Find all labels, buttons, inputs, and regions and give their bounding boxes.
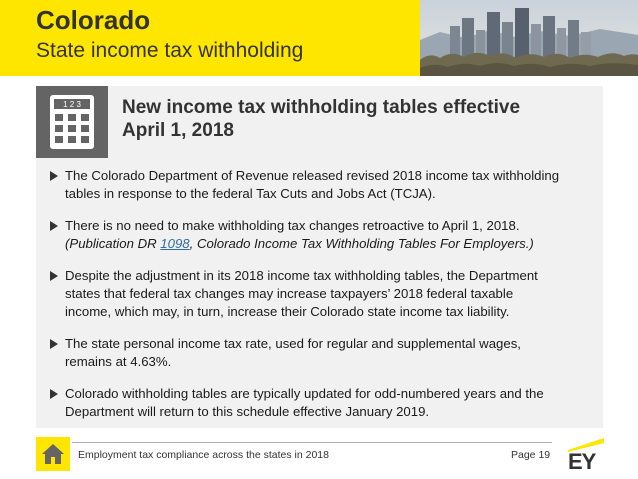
section-heading-line1: New income tax withholding tables effective (122, 97, 521, 118)
ey-logo: EY (568, 449, 596, 474)
triangle-bullet-icon (50, 221, 58, 231)
list-item (50, 167, 595, 203)
bullet-text: remains at 4.63%. (65, 354, 172, 369)
triangle-bullet-icon (50, 171, 58, 181)
triangle-bullet-icon (50, 389, 58, 399)
publication-prefix: (Publication DR (65, 236, 161, 251)
section-heading (122, 96, 592, 142)
footer-divider (72, 442, 552, 443)
bullet-text: states that federal tax changes may increase taxpayers’ 2018 federal taxable (65, 286, 514, 301)
home-icon (41, 443, 65, 465)
triangle-bullet-icon (50, 339, 58, 349)
list-item (50, 217, 595, 253)
publication-link[interactable]: 1098 (160, 236, 190, 251)
bullet-text: There is no need to make withholding tax changes retroactive to April 1, 2018. (65, 218, 520, 233)
home-button[interactable] (36, 437, 70, 471)
publication-suffix: , Colorado Income Tax Withholding Tables For Employers.) (189, 236, 534, 251)
list-item (50, 385, 595, 421)
bullet-text (65, 235, 595, 253)
bullet-text: Department will return to this schedule effective January 2019. (65, 404, 430, 419)
list-item (50, 335, 595, 371)
slide-header (0, 0, 420, 76)
bullet-list (50, 167, 595, 435)
bullet-text: The state personal income tax rate, used for regular and supplemental wages, (65, 336, 521, 351)
triangle-bullet-icon (50, 271, 58, 281)
calculator-display: 1 2 3 (63, 100, 81, 109)
slide-title: Colorado (36, 5, 151, 35)
page-number: Page 19 (511, 449, 551, 461)
denver-skyline-photo (420, 0, 638, 76)
list-item (50, 267, 595, 321)
footer-text: Employment tax compliance across the states in 2018 (78, 449, 329, 461)
section-heading-line2: April 1, 2018 (122, 120, 234, 141)
bullet-text: income, which may, in turn, increase their Colorado state income tax liability. (65, 304, 510, 319)
slide-subtitle: State income tax withholding (36, 39, 304, 62)
bullet-text: Colorado withholding tables are typically updated for odd-numbered years and the (65, 386, 544, 401)
bullet-text: Despite the adjustment in its 2018 income tax withholding tables, the Department (65, 268, 538, 283)
bullet-text: tables in response to the federal Tax Cuts and Jobs Act (TCJA). (65, 186, 436, 201)
bullet-text: The Colorado Department of Revenue released revised 2018 income tax withholding (65, 168, 560, 183)
calculator-icon (36, 86, 108, 158)
